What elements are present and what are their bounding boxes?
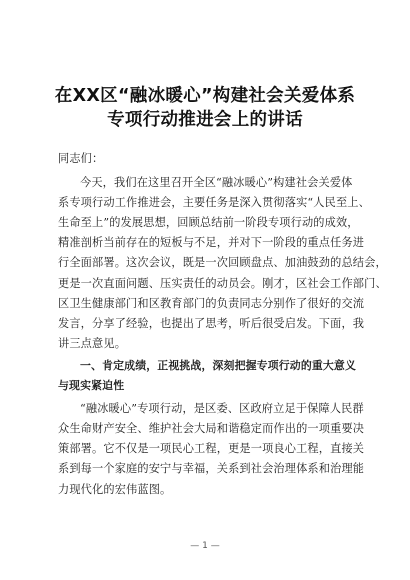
paragraph-line: 策部署。它不仅是一项民心工程，更是一项良心工程，直接关 — [58, 442, 365, 455]
paragraph-line: “融冰暖心”专项行动，是区委、区政府立足于保障人民群 — [80, 402, 364, 415]
paragraph-line: 行全面部署。这次会议，既是一次回顾盘点、加油鼓劲的总结会， — [58, 256, 387, 269]
page-number: — 1 — — [190, 541, 220, 551]
document-title-line2: 专项行动推进会上的讲话 — [107, 110, 303, 130]
paragraph-line: 力现代化的宏伟蓝图。 — [58, 483, 172, 496]
paragraph-line: 发言，分享了经验，也提出了思考，听后很受启发。下面，我 — [58, 317, 365, 330]
paragraph-line: 系到每一个家庭的安宁与幸福，关系到社会治理体系和治理能 — [58, 462, 365, 475]
paragraph-line: 今天，我们在这里召开全区“融冰暖心”构建社会关爱体 — [80, 176, 353, 189]
paragraph-line: 区卫生健康部门和区教育部门的负责同志分别作了很好的交流 — [58, 297, 365, 310]
section-heading-line: 与现实紧迫性 — [58, 379, 125, 392]
paragraph-line: 更是一次直面问题、压实责任的动员会。刚才，区社会工作部门、 — [58, 277, 387, 290]
salutation: 同志们： — [58, 152, 104, 165]
section-heading-line: 一、肯定成绩，正视挑战，深刻把握专项行动的重大意义 — [80, 359, 357, 372]
paragraph-line: 系专项行动工作推进会，主要任务是深入贯彻落实“人民至上、 — [58, 196, 370, 209]
paragraph-line: 讲三点意见。 — [58, 337, 127, 350]
paragraph-line: 众生命财产安全、维护社会大局和谐稳定而作出的一项重要决 — [58, 422, 365, 435]
paragraph-line: 生命至上”的发展思想，回顾总结前一阶段专项行动的成效， — [58, 216, 359, 229]
document-title-line1: 在XX区“融冰暖心”构建社会关爱体系 — [54, 86, 356, 106]
paragraph-line: 精准剖析当前存在的短板与不足，并对下一阶段的重点任务进 — [58, 236, 365, 249]
